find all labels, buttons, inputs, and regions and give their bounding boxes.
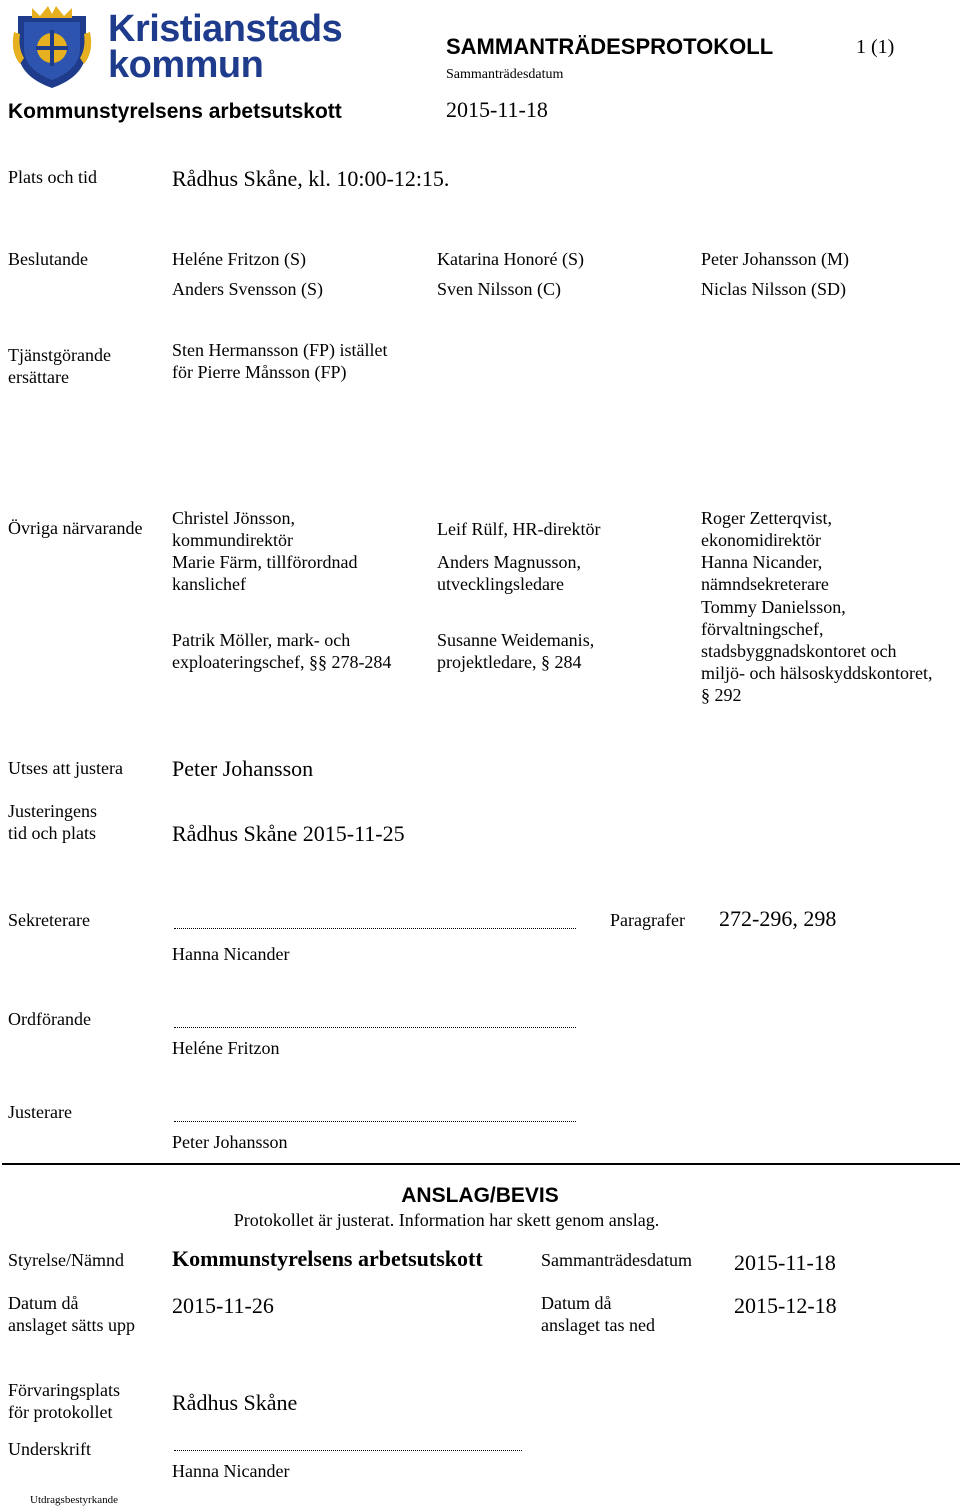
place-value: Rådhus Skåne, kl. 10:00-12:15. — [172, 166, 450, 191]
adjust-time-value: Rådhus Skåne 2015-11-25 — [172, 821, 405, 846]
adjuster-sign-name: Peter Johansson — [172, 1132, 288, 1152]
attendee-line: Susanne Weidemanis, — [437, 630, 595, 650]
storage-value: Rådhus Skåne — [172, 1390, 298, 1415]
chair-label: Ordförande — [8, 1009, 91, 1029]
attendee-line: Roger Zetterqvist, — [701, 508, 832, 528]
substitutes-label: Tjänstgörande — [8, 345, 111, 365]
posted-value: 2015-11-26 — [172, 1293, 274, 1318]
attendee-line: förvaltningschef, — [701, 619, 824, 639]
attendee-line: nämndsekreterare — [701, 574, 829, 594]
paragraphs-value: 272-296, 298 — [719, 906, 837, 931]
adjuster-sign-label: Justerare — [8, 1102, 72, 1122]
attendee-line: kommundirektör — [172, 530, 293, 550]
attendee-line: Tommy Danielsson, — [701, 597, 846, 617]
member: Sven Nilsson (C) — [437, 279, 562, 299]
attendee-line: miljö- och hälsoskyddskontoret, — [701, 663, 933, 683]
place-label: Plats och tid — [8, 167, 97, 187]
member: Peter Johansson (M) — [701, 249, 849, 269]
board-value: Kommunstyrelsens arbetsutskott — [172, 1246, 483, 1271]
section-divider — [2, 1163, 960, 1165]
removed-value: 2015-12-18 — [734, 1293, 837, 1318]
notice-meeting-date-value: 2015-11-18 — [734, 1250, 836, 1275]
decision-makers-label: Beslutande — [8, 249, 88, 269]
member: Katarina Honoré (S) — [437, 249, 584, 269]
attendee-line: § 292 — [701, 685, 742, 705]
signature-line[interactable] — [174, 1121, 576, 1122]
attendee-line: stadsbyggnadskontoret och — [701, 641, 897, 661]
logo — [10, 2, 343, 92]
logo-text-line1: Kristianstads — [108, 8, 343, 50]
secretary-label: Sekreterare — [8, 910, 90, 930]
notice-text: Protokollet är justerat. Information har skett genom anslag. — [233, 1210, 660, 1230]
meeting-date-label: Sammanträdesdatum — [446, 67, 564, 82]
attendee-line: Hanna Nicander, — [701, 552, 823, 572]
chair-name: Heléne Fritzon — [172, 1038, 280, 1058]
member: Niclas Nilsson (SD) — [701, 279, 846, 299]
logo-text-line2: kommun — [108, 44, 264, 86]
committee-name: Kommunstyrelsens arbetsutskott — [8, 100, 342, 123]
adjuster-label: Utses att justera — [8, 758, 123, 778]
substitute-value: för Pierre Månsson (FP) — [172, 362, 347, 382]
storage-label: för protokollet — [8, 1402, 113, 1422]
page-count: 1 (1) — [856, 36, 895, 58]
footer-certification: Utdragsbestyrkande — [30, 1494, 118, 1506]
notice-heading: ANSLAG/BEVIS — [401, 1184, 559, 1207]
signature-line[interactable] — [174, 928, 576, 929]
member: Heléne Fritzon (S) — [172, 249, 306, 269]
attendee-line: ekonomidirektör — [701, 530, 821, 550]
notice-meeting-date-label: Sammanträdesdatum — [541, 1250, 692, 1270]
substitutes-label: ersättare — [8, 367, 69, 387]
signature-label: Underskrift — [8, 1439, 91, 1459]
paragraphs-label: Paragrafer — [610, 910, 685, 930]
document-title: SAMMANTRÄDESPROTOKOLL — [446, 34, 774, 59]
attendee-line: utvecklingsledare — [437, 574, 564, 594]
meeting-date: 2015-11-18 — [446, 97, 548, 122]
storage-label: Förvaringsplats — [8, 1380, 120, 1400]
signature-line[interactable] — [174, 1450, 522, 1451]
adjust-time-label: Justeringens — [8, 801, 97, 821]
signature-name: Hanna Nicander — [172, 1461, 290, 1481]
posted-label: Datum då — [8, 1293, 79, 1313]
attendee-line: Christel Jönsson, — [172, 508, 296, 528]
member: Anders Svensson (S) — [172, 279, 323, 299]
removed-label: Datum då — [541, 1293, 612, 1313]
attendee-line: kanslichef — [172, 574, 246, 594]
signature-line[interactable] — [174, 1027, 576, 1028]
substitute-value: Sten Hermansson (FP) istället — [172, 340, 388, 360]
attendee-line: projektledare, § 284 — [437, 652, 582, 672]
board-label: Styrelse/Nämnd — [8, 1250, 124, 1270]
attendee-line: exploateringschef, §§ 278-284 — [172, 652, 392, 672]
others-label: Övriga närvarande — [8, 518, 143, 538]
attendee-line: Anders Magnusson, — [437, 552, 581, 572]
posted-label: anslaget sätts upp — [8, 1315, 135, 1335]
coat-of-arms-icon — [10, 2, 94, 90]
adjuster-value: Peter Johansson — [172, 756, 314, 781]
removed-label: anslaget tas ned — [541, 1315, 655, 1335]
secretary-name: Hanna Nicander — [172, 944, 290, 964]
attendee-line: Leif Rülf, HR-direktör — [437, 519, 601, 539]
attendee-line: Patrik Möller, mark- och — [172, 630, 351, 650]
adjust-time-label: tid och plats — [8, 823, 96, 843]
attendee-line: Marie Färm, tillförordnad — [172, 552, 358, 572]
